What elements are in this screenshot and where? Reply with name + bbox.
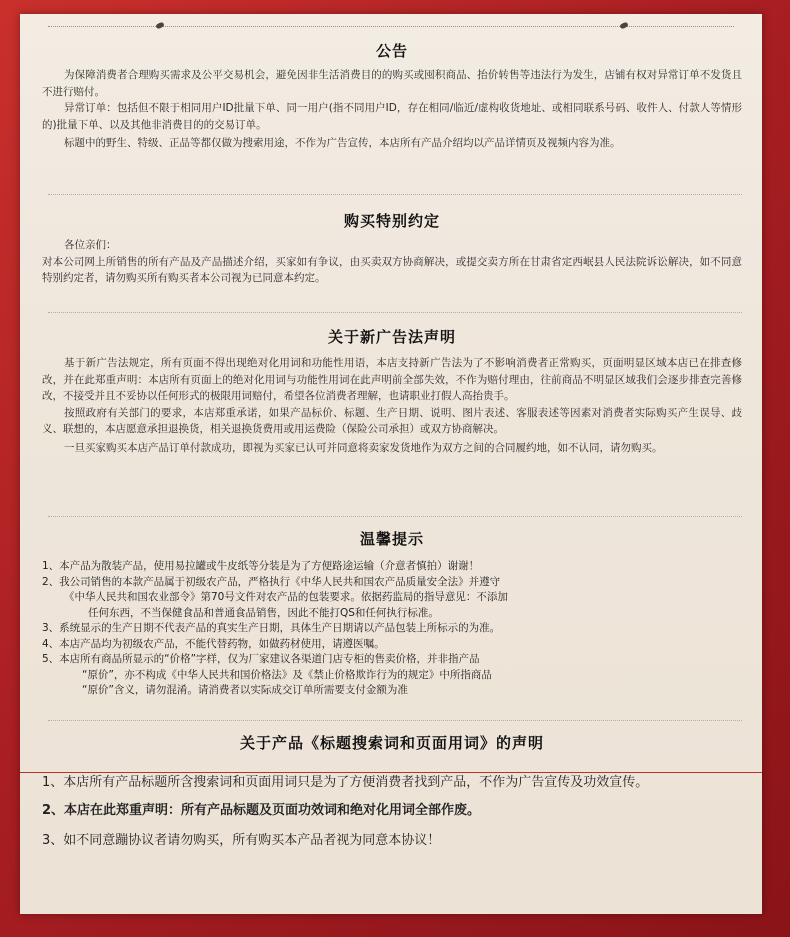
- tips-item-1: 1、本产品为散装产品，使用易拉罐或牛皮纸等分装是为了方便路途运输（介意者慎拍）谢谢！: [42, 560, 480, 572]
- ad-law-paragraph-3: 一旦买家购买本店产品订单付款成功，即视为买家已认可并同意将卖家发货地作为双方之间的合同履约地，如不认同，请勿购买。: [64, 441, 663, 454]
- keywords-title: 关于产品《标题搜索词和页面用词》的声明: [239, 734, 544, 752]
- keywords-line-2: 2、本店在此郑重声明：所有产品标题及页面功效词和绝对化用词全部作废。: [42, 803, 481, 818]
- keywords-section: [42, 732, 742, 753]
- tips-title: 温馨提示: [359, 530, 424, 548]
- pin-icon: [155, 22, 164, 30]
- notice-section: [42, 40, 742, 152]
- agreement-title: 购买特别约定: [343, 212, 440, 230]
- tips-item-2-cont-1: 《中华人民共和国农业部令》第70号文件对农产品的包装要求。依据药监局的指导意见：不添加: [64, 591, 508, 603]
- tips-item-4: 4、本店产品均为初级农产品，不能代替药物，如做药材使用，请遵医嘱。: [42, 637, 385, 650]
- notice-paragraph-1: 为保障消费者合理购买需求及公平交易机会，避免因非生活消费目的的购买或囤积商品、抬价转售等违法行为发生，店铺有权对异常订单不发货且不进行赔付。: [42, 69, 742, 98]
- pin-icon: [619, 22, 628, 30]
- ad-law-paragraph-2: 按照政府有关部门的要求，本店郑重承诺，如果产品标价、标题、生产日期、说明、图片表述、客服表述等因素对消费者实际购买产生误导、歧义、联想的，本店愿意承担退换货，相关退换货费用或用运费险（保险公司承担）或双方协商解决。: [42, 406, 742, 435]
- tips-section: [42, 528, 742, 699]
- ad-law-paragraph-1: 基于新广告法规定，所有页面不得出现绝对化用词和功能性用语，本店支持新广告法为了不影响消费者正常购买，页面明显区域本店已在排查修改，并在此郑重声明：本店所有页面上的绝对化用词与功能性用词在此声明前全部失效，不作为赔付理由，往前商品不明显区域我们会逐步排查完善修改，不接受并且不妥协以任何形式的极限用词赔付，希望各位消费者理解，也请职业打假人高抬贵手。: [42, 357, 742, 402]
- notice-title: 公告: [375, 42, 408, 60]
- agreement-paragraph: 对本公司网上所销售的所有产品及产品描述介绍，买家如有争议，由买卖双方协商解决，或提交卖方所在甘肃省定西岷县人民法院诉讼解决，如不同意特别约定者，请勿购买所有购买者本公司视为已同意本约定。: [42, 255, 742, 284]
- notice-paragraph-2: 异常订单：包括但不限于相同用户ID批量下单、同一用户(指不同用户ID，存在相同/临近/虚构收货地址、或相同联系号码、收件人、付款人等情形的)批量下单、以及其他非消费目的的交易订单。: [42, 102, 742, 131]
- section-divider: [48, 194, 742, 195]
- tips-item-5: 5、本店所有商品所显示的“价格”字样，仅为厂家建议各渠道门店专柜的售卖价格，并非指产品: [42, 653, 480, 665]
- section-divider: [48, 516, 742, 517]
- tips-item-5-cont-2: “原价”含义，请勿混淆。请消费者以实际成交订单所需要支付金额为准: [82, 684, 408, 696]
- notice-paragraph-3: 标题中的野生、特级、正品等都仅做为搜索用途，不作为广告宣传，本店所有产品介绍均以产品详情页及视频内容为准。: [64, 137, 621, 149]
- keywords-line-3: 3、如不同意蹦协议者请勿购买，所有购买本产品者视为同意本协议！: [42, 833, 441, 848]
- section-divider: [48, 312, 742, 313]
- dotted-border-top: [48, 26, 734, 27]
- section-divider: [48, 720, 742, 721]
- ad-law-title: 关于新广告法声明: [327, 328, 456, 346]
- tips-item-5-cont-1: “原价”，亦不构成《中华人民共和国价格法》及《禁止价格欺诈行为的规定》中所指商品: [82, 668, 492, 681]
- tips-item-3: 3、系统显示的生产日期不代表产品的真实生产日期，具体生产日期请以产品包装上所标示的为准。: [42, 622, 501, 634]
- ad-law-section: [42, 326, 742, 456]
- keywords-line-1: 1、本店所有产品标题所含搜索词和页面用词只是为了方便消费者找到产品，不作为广告宣传及功效宣传。: [42, 775, 649, 790]
- document-paper: [20, 14, 762, 914]
- keywords-body: [42, 770, 742, 854]
- tips-item-2: 2、我公司销售的本款产品属于初级农产品，严格执行《中华人民共和国农产品质量安全法》并遵守: [42, 575, 501, 588]
- agreement-greeting: 各位亲们：: [64, 239, 117, 251]
- agreement-section: [42, 210, 742, 287]
- tips-item-2-cont-2: 任何东西，不当保健食品和普通食品销售，因此不能打QS和任何执行标准。: [88, 606, 439, 619]
